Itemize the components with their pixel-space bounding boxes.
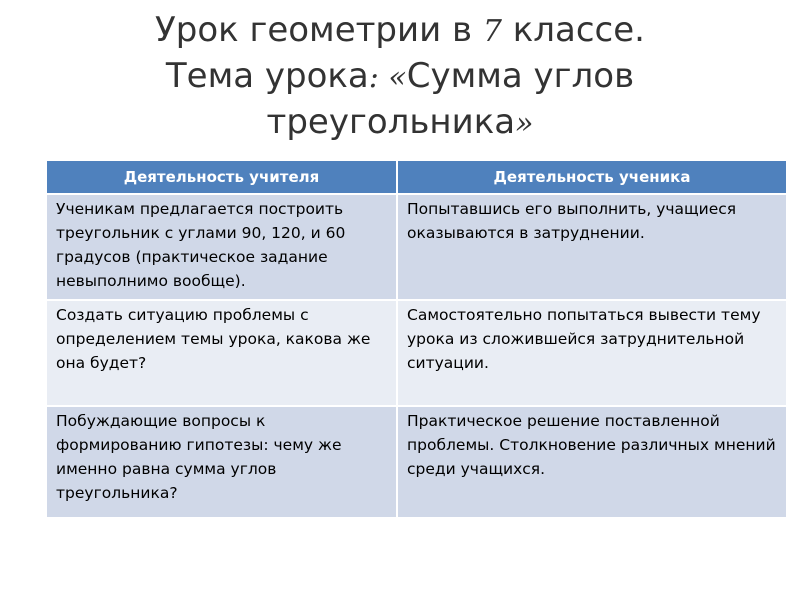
- table-row: [47, 406, 786, 518]
- slide-title: [40, 8, 760, 146]
- student-cell: Практическое решение поставленной проблемы. Столкновение различных мнений среди учащихся.: [397, 406, 786, 518]
- title-close-quote: »: [515, 106, 534, 141]
- title-text: Сумма углов: [406, 56, 635, 96]
- title-line-1: [40, 8, 760, 54]
- title-line-2: [40, 54, 760, 100]
- grade-number: 7: [482, 14, 502, 49]
- student-cell: Самостоятельно попытаться вывести тему урока из сложившейся затруднительной ситуации.: [397, 300, 786, 406]
- teacher-cell: Создать ситуацию проблемы с определением темы урока, какова же она будет?: [47, 300, 397, 406]
- header-teacher-activity: Деятельность учителя: [47, 161, 397, 194]
- teacher-cell: Ученикам предлагается построить треугольник с углами 90, 120, и 60 градусов (практическое задание невыполнимо вообще).: [47, 194, 397, 300]
- table-row: [47, 194, 786, 300]
- title-line-3: [40, 100, 760, 146]
- title-open-quote: «: [378, 60, 407, 95]
- title-text: Тема урока: [165, 56, 369, 96]
- table-row: [47, 300, 786, 406]
- title-text: классе.: [501, 10, 645, 50]
- student-cell: Попытавшись его выполнить, учащиеся оказываются в затруднении.: [397, 194, 786, 300]
- title-text: Урок геометрии в: [155, 10, 483, 50]
- title-colon: :: [368, 60, 379, 95]
- table-header-row: [47, 161, 786, 194]
- title-text: треугольника: [266, 102, 516, 142]
- header-student-activity: Деятельность ученика: [397, 161, 786, 194]
- teacher-cell: Побуждающие вопросы к формированию гипотезы: чему же именно равна сумма углов треугольника?: [47, 406, 397, 518]
- lesson-activity-table: [47, 161, 786, 519]
